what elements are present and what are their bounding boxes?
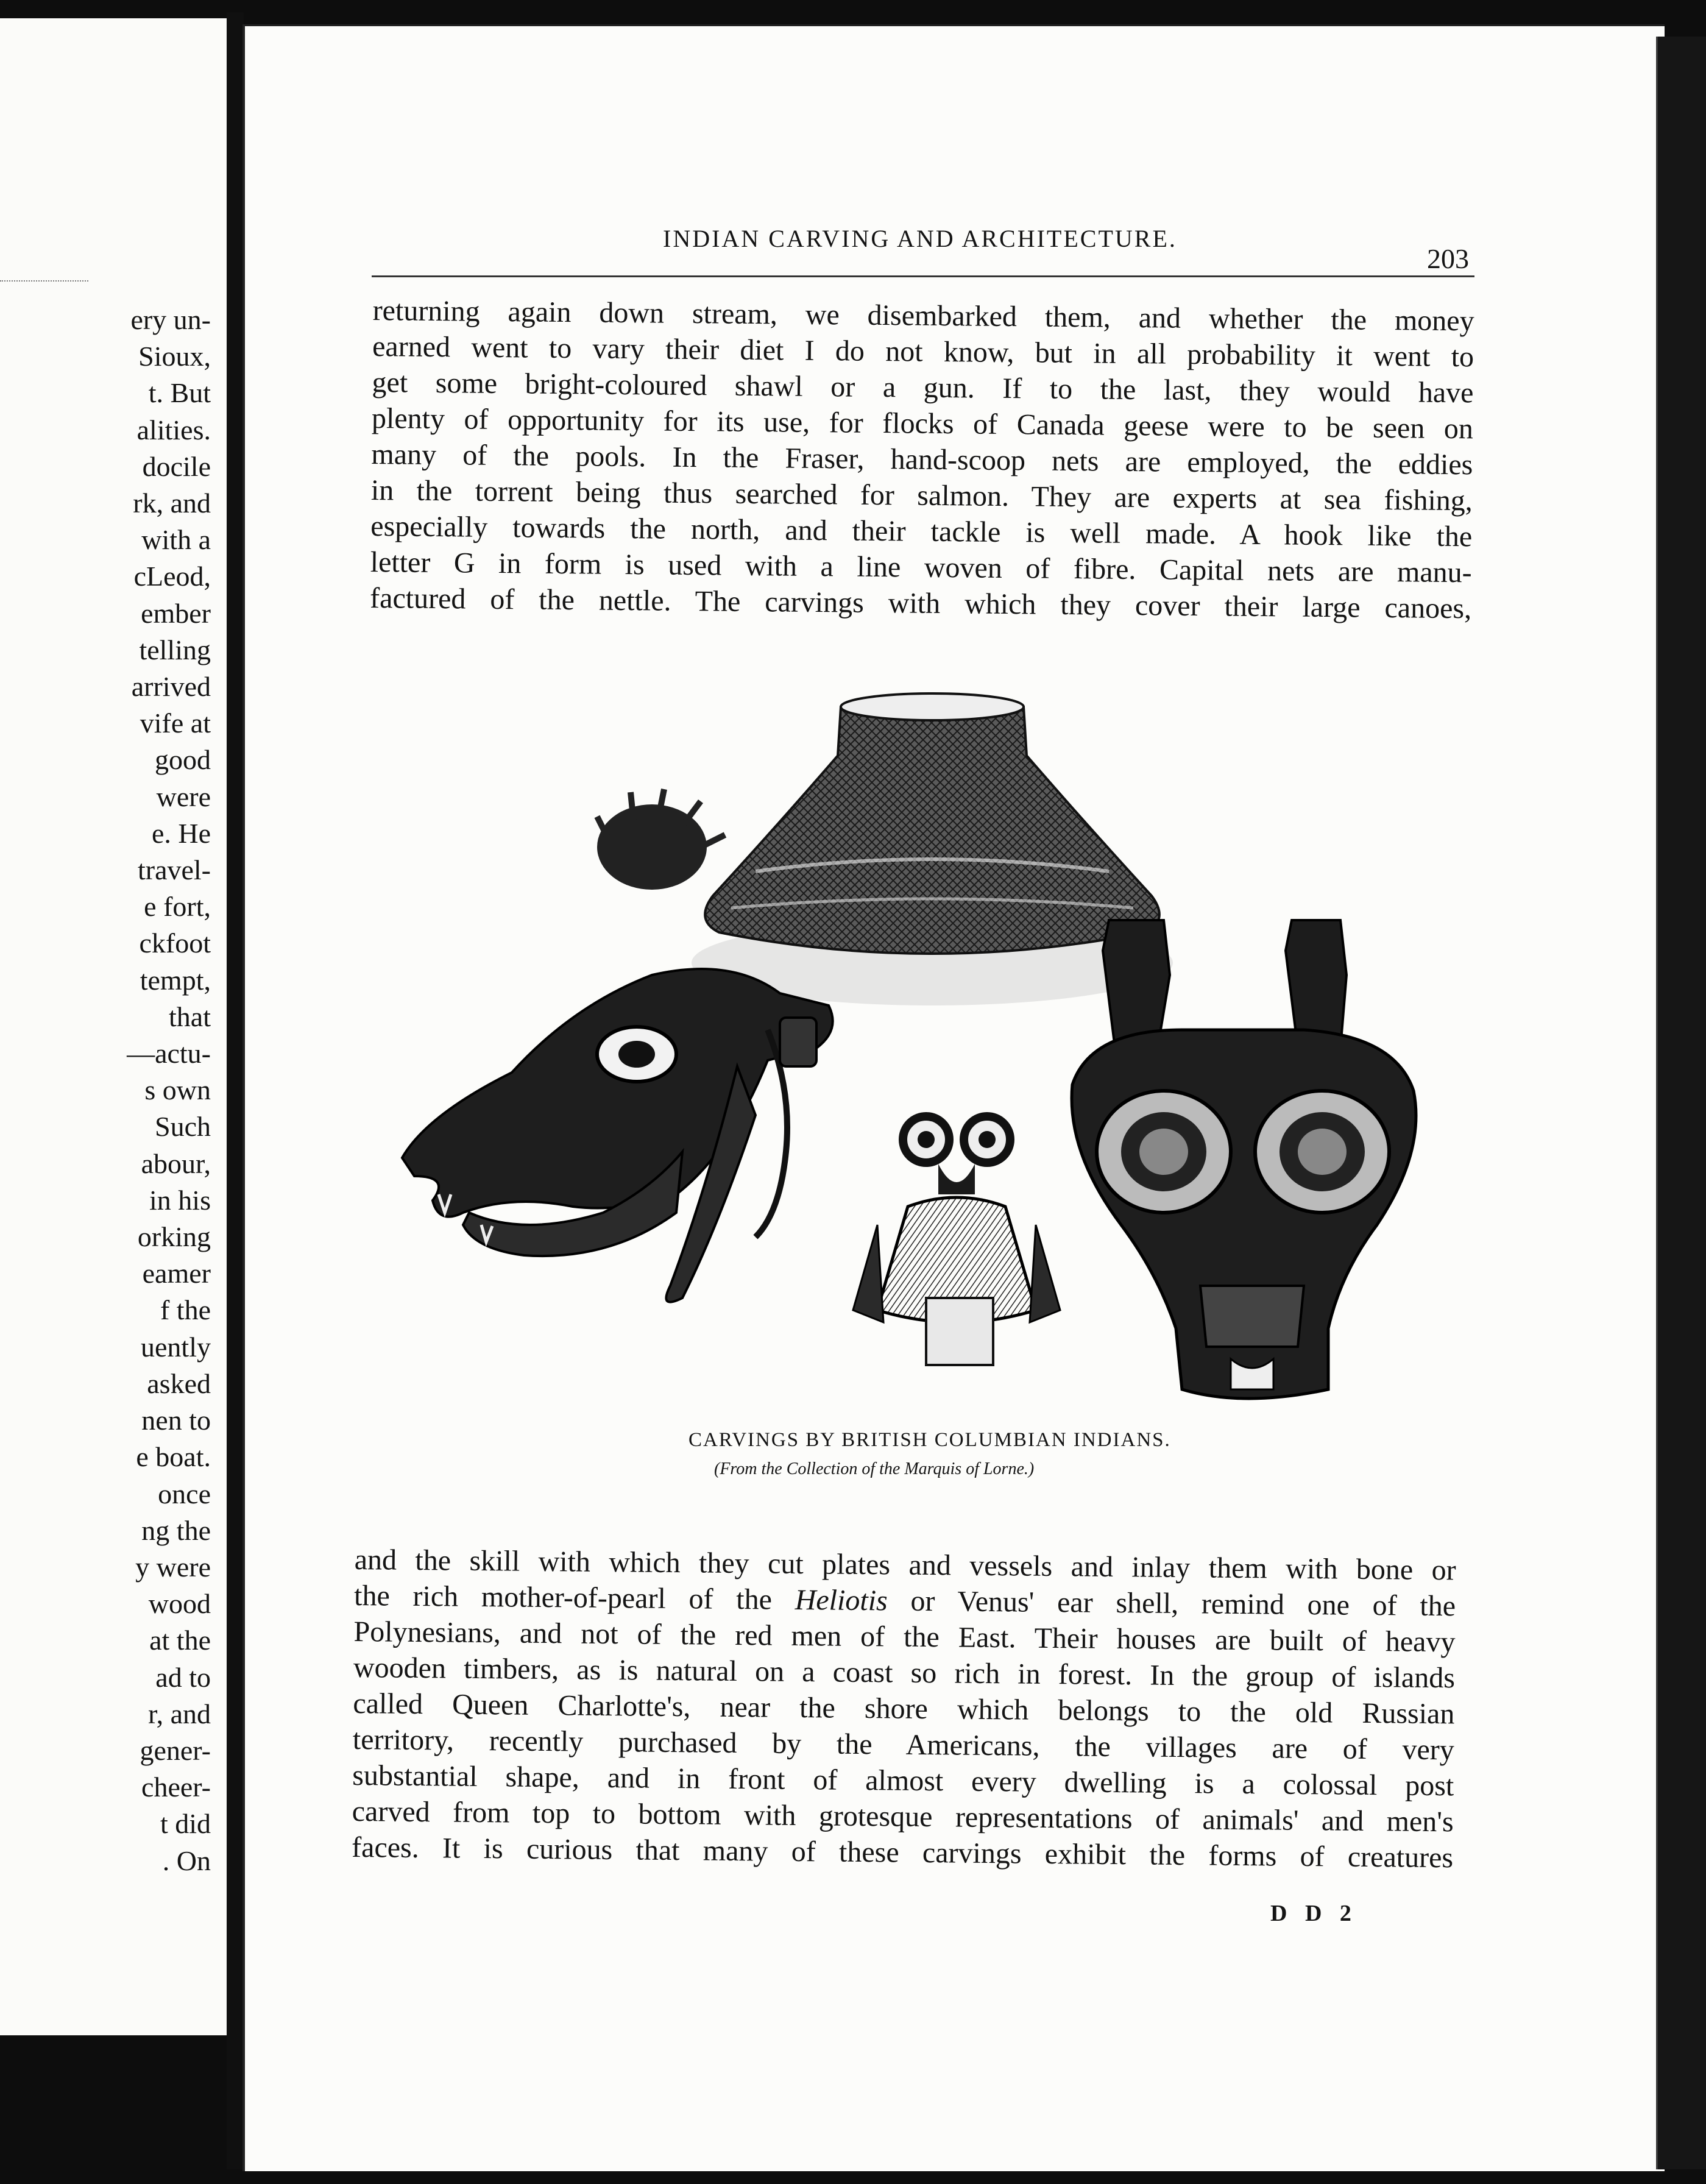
left-page-line: cLeod, xyxy=(133,561,211,592)
left-page-line: uently xyxy=(141,1331,211,1363)
paragraph-bottom-line: called Queen Charlotte's, near the shore which belongs to the old Russian xyxy=(353,1687,1455,1731)
left-page-line: alities. xyxy=(136,414,211,445)
signature-mark: D D 2 xyxy=(1270,1901,1357,1926)
paragraph-bottom-line: carved from top to bottom with grotesque representations of animals' and men's xyxy=(352,1795,1454,1838)
left-page-line: . On xyxy=(162,1845,211,1876)
left-page-line: ery un- xyxy=(130,304,211,335)
page-edge xyxy=(1656,37,1706,2169)
paragraph-top-line: returning again down stream, we disembarked them, and whether the money xyxy=(372,294,1474,338)
header-rule xyxy=(372,275,1474,277)
book-gutter xyxy=(227,12,244,2169)
paragraph-top xyxy=(370,292,1474,626)
woven-hat xyxy=(692,693,1173,1005)
left-page-line: tempt, xyxy=(140,964,211,996)
left-page-line: ember xyxy=(141,597,211,629)
paragraph-bottom-line: Polynesians, and not of the red men of the East. Their houses are built of heavy xyxy=(353,1615,1456,1659)
paragraph-top-line: in the torrent being thus searched for salmon. They are experts at sea fishing, xyxy=(370,473,1473,517)
left-page-rule xyxy=(0,280,88,282)
paragraph-top-line: especially towards the north, and their tackle is well made. A hook like the xyxy=(370,509,1473,553)
left-page-line: nen to xyxy=(141,1405,211,1436)
left-page-line: telling xyxy=(139,634,211,665)
paragraph-top-line: many of the pools. In the Fraser, hand-scoop nets are employed, the eddies xyxy=(371,438,1473,481)
left-page-line: —actu- xyxy=(127,1038,211,1069)
left-page-line: ad to xyxy=(155,1661,211,1693)
left-page-line: abour, xyxy=(141,1147,211,1179)
paragraph-bottom-line-1: and the skill with which they cut plates and vessels and inlay them with bone or xyxy=(354,1543,1456,1587)
left-page-line: at the xyxy=(149,1625,211,1656)
left-page-line: e fort, xyxy=(144,891,211,923)
figure-caption: CARVINGS BY BRITISH COLUMBIAN INDIANS. xyxy=(688,1429,1171,1451)
paragraph-top-line: plenty of opportunity for its use, for flocks of Canada geese were to be seen on xyxy=(371,402,1474,445)
page-number: 203 xyxy=(1427,243,1469,274)
running-header: INDIAN CARVING AND ARCHITECTURE. xyxy=(663,225,1177,252)
left-page-line: wood xyxy=(148,1588,211,1620)
paragraph-top-line: get some bright-coloured shawl or a gun. If to the last, they would have xyxy=(372,366,1474,410)
paragraph-bottom-rest xyxy=(352,1614,1456,1876)
left-page-line: e boat. xyxy=(136,1441,211,1473)
left-page xyxy=(0,18,230,2035)
left-page-line: ckfoot xyxy=(139,927,211,959)
left-page-line: asked xyxy=(147,1367,211,1399)
left-page-line: Such xyxy=(155,1111,211,1143)
paragraph-bottom-line: faces. It is curious that many of these carvings exhibit the forms of creatures xyxy=(351,1831,1454,1874)
left-page-line: r, and xyxy=(148,1698,211,1729)
paragraph-bottom-line: territory, recently purchased by the Americans, the villages are of very xyxy=(352,1723,1455,1767)
left-page-line: cheer- xyxy=(141,1771,211,1803)
left-page-line: once xyxy=(158,1478,211,1509)
paragraph-bottom-line-2: the rich mother-of-pearl of the Heliotis or Venus' ear shell, remind one of the xyxy=(353,1579,1456,1623)
carvings-illustration xyxy=(390,689,1426,1414)
heliotis-italic: Heliotis xyxy=(795,1583,888,1617)
left-page-line: arrived xyxy=(131,671,211,703)
left-page-line: with a xyxy=(141,524,211,556)
left-page-line: y were xyxy=(135,1551,211,1583)
paragraph-bottom-line: wooden timbers, as is natural on a coast so rich in forest. In the group of islands xyxy=(353,1651,1456,1695)
left-page-line: that xyxy=(169,1001,211,1032)
left-page-line: s own xyxy=(144,1074,211,1106)
left-page-line: t. But xyxy=(148,377,211,409)
paragraph-bottom-line: substantial shape, and in front of almost every dwelling is a colossal post xyxy=(352,1759,1454,1803)
left-page-line: in his xyxy=(149,1184,211,1216)
paragraph-top-line: factured of the nettle. The carvings with which they cover their large canoes, xyxy=(369,581,1472,625)
left-page-text xyxy=(127,302,211,1879)
left-page-line: gener- xyxy=(140,1734,211,1766)
left-page-line: f the xyxy=(160,1294,211,1326)
left-page-line: orking xyxy=(137,1221,211,1253)
left-page-line: vife at xyxy=(140,707,211,739)
left-page-line: t did xyxy=(160,1808,211,1840)
left-page-line: e. He xyxy=(151,817,211,849)
paragraph-bottom xyxy=(352,1542,1456,1876)
owl-mask xyxy=(1072,920,1416,1399)
left-page-line: docile xyxy=(142,450,211,482)
left-page-line: good xyxy=(155,744,211,776)
paragraph-top-line: letter G in form is used with a line woven of fibre. Capital nets are manu- xyxy=(370,545,1472,589)
paragraph-top-line: earned went to vary their diet I do not know, but in all probability it went to xyxy=(372,330,1474,374)
left-page-line: Sioux, xyxy=(138,341,211,372)
left-page-line: travel- xyxy=(137,854,211,886)
left-page-line: eamer xyxy=(142,1258,211,1289)
left-page-line: were xyxy=(156,781,211,812)
figure-credit: (From the Collection of the Marquis of Lorne.) xyxy=(714,1459,1035,1478)
left-page-line: ng the xyxy=(141,1514,211,1546)
small-figure xyxy=(853,1116,1060,1365)
left-page-line: rk, and xyxy=(133,488,211,519)
